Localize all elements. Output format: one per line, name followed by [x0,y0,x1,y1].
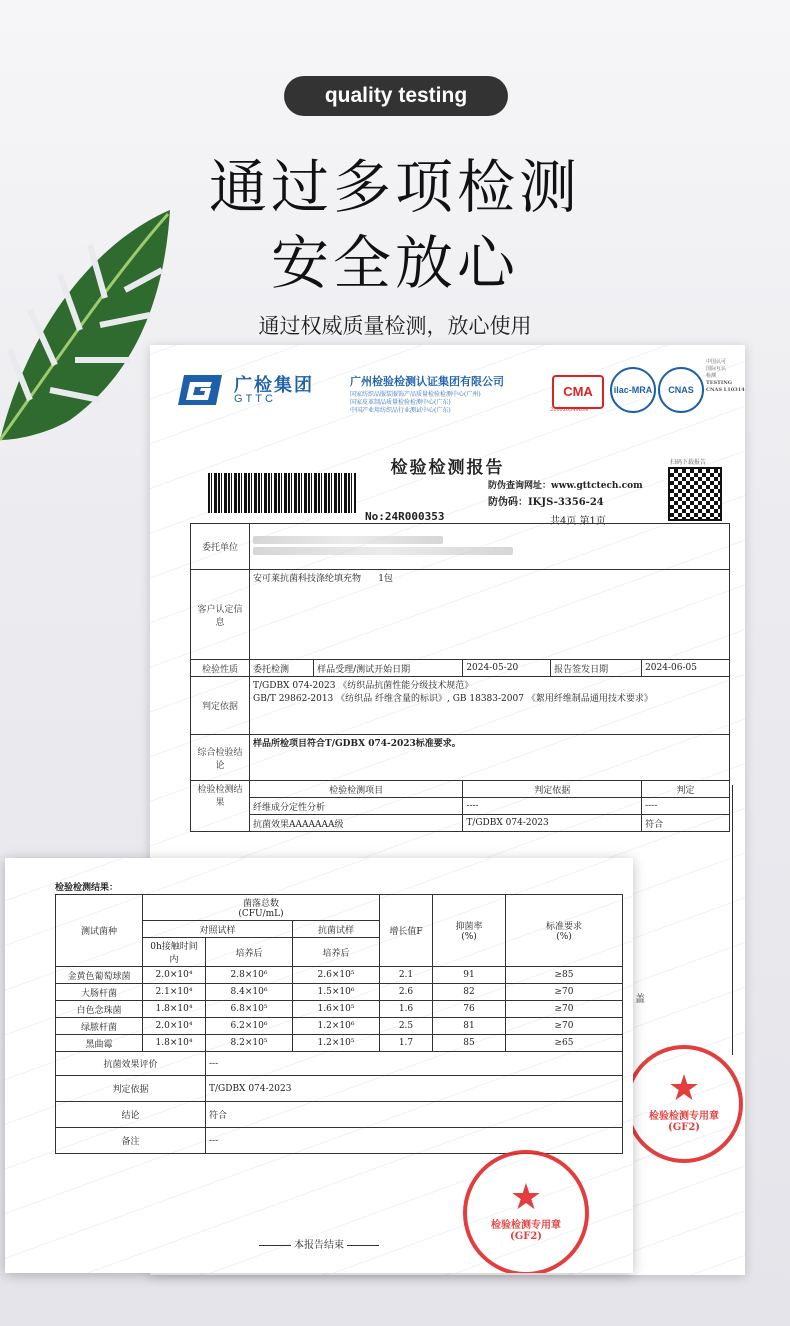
nature-value: 委托检测 [250,660,314,677]
table-row: 抗菌效果AAAAAAA级 T/GDBX 074-2023 符合 [191,815,730,832]
client-value-redacted [250,524,730,570]
ilac-mra-logo-icon: ilac-MRA [610,367,656,413]
customer-label: 客户认定信息 [191,570,250,660]
test-report-page-2 [5,858,633,1273]
report-number: No:24R000353 [365,510,445,523]
anti-fake-code: 防伪码：IKJS-3356-24 [488,497,604,508]
table-row: 备注 --- [56,1128,623,1154]
report-info-table: 委托单位 客户认定信息 安可莱抗菌科技涤纶填充物 1包 检验性质 委托检测 样品受理/测试开始日期 2024-05-20 报告签发日期 2024-06-05 判定依据 T/GDBX 074-2023 《纺织品抗菌性能分级技术规范》 GB/T 29862-2013 《纺织品 纤维含量的标识》, GB 18383-2007 《絮用纤维制品通用技术要求》 综合检验结论 样品所检项目符合T/GDBX 074-2023标准要求。 检验检测结果 检验检测项目 判定依据 判定 纤维成分定性分析 ---- ---- 抗菌效果AAAAAAA级 T/GDBX 074-2023 符合 [190,523,730,832]
official-stamp-image: ★ 检验检测专用章 (GF2) [463,1150,589,1273]
table-row: 判定依据 T/GDBX 074-2023 [56,1076,623,1102]
headline-line-2: 安全放心 [270,229,519,297]
table-row: 抗菌效果评价 --- [56,1052,623,1076]
conclusion-label: 综合检验结论 [191,735,250,781]
nature-label: 检验性质 [191,660,250,677]
official-stamp-image: ★ 检验检测专用章 (GF2) [625,1045,743,1163]
report-end-text: 本报告结束 [5,1236,633,1251]
org-line: 国家皮革制品质量检验检测中心(广东) [350,399,451,406]
issue-value: 2024-06-05 [642,660,730,677]
receive-label: 样品受理/测试开始日期 [314,660,463,677]
table-row: 绿脓杆菌 2.0×10⁴ 6.2×10⁶ 1.2×10⁶ 2.5 81 ≥70 [56,1018,623,1035]
cma-logo-icon: CMA [552,375,604,409]
seal-character: 盖 [635,994,645,1005]
logo-english-name: GTTC [234,393,276,405]
basis-label: 判定依据 [191,677,250,735]
cnas-text: 中国认可 国际互认 检测 TESTING CNAS L10314 [706,359,745,393]
table-row: 大肠杆菌 2.1×10⁴ 8.4×10⁶ 1.5×10⁶ 2.6 82 ≥70 [56,984,623,1001]
headline-line-1: 通过多项检测 [208,153,581,221]
table-row: 结论 符合 [56,1102,623,1128]
customer-value: 安可莱抗菌科技涤纶填充物 [253,574,362,584]
conclusion-value: 样品所检项目符合T/GDBX 074-2023标准要求。 [250,735,730,781]
basis-line: GB/T 29862-2013 《纺织品 纤维含量的标识》, GB 18383-2007 《絮用纤维制品通用技术要求》 [253,694,653,704]
barcode-image [208,473,356,513]
basis-line: T/GDBX 074-2023 《纺织品抗菌性能分级技术规范》 [253,681,474,691]
report-title: 检验检测报告 [390,458,505,478]
qr-code-image [668,467,722,521]
gttc-logo-icon [178,373,224,407]
cma-number: 220020349634 [550,407,589,413]
quality-testing-badge: quality testing [284,76,508,116]
page-count: 共4页 第1页 [550,516,606,527]
results-title: 检验检测结果： [55,883,119,893]
customer-qty: 1包 [378,574,393,584]
antibacterial-results-table: 测试菌种 菌落总数 (CFU/mL) 增长值F 抑菌率 (%) 标准要求 (%) 对照试样 抗菌试样 0h接触时间内 培养后 培养后 金黄色葡萄球菌 2.0×10⁴ 2.8×10⁶ 2.6×10⁵ 2.1 91 ≥85 大肠杆菌 2.1×10⁴ 8.4×10⁶ 1.5×10⁶ 2.6 82 ≥70 白色念珠菌 1.8×10⁴ 6.8×10⁵ 1.6×10⁵ 1.6 76 ≥70 绿脓杆菌 2.0×10⁴ 6.2×10⁶ 1.2×10⁶ 2.5 81 ≥70 黑曲霉 1.8×10⁴ 8.2×10⁵ 1.2×10⁵ 1.7 85 ≥65 抗菌效果评价 --- 判定依据 T/GDBX 074-2023 结论 符合 备注 --- [55,894,623,1154]
organization-name: 广州检验检测认证集团有限公司 [350,375,504,388]
table-row: 纤维成分定性分析 ---- ---- [191,798,730,815]
client-label: 委托单位 [191,524,250,570]
qr-label: 扫码下载报告 [670,459,707,466]
cnas-logo-icon: CNAS [658,367,704,413]
query-website: 防伪查询网址：www.gttctech.com [488,481,643,491]
subtitle: 通过权威质量检测，放心使用 [258,314,532,338]
table-row: 金黄色葡萄球菌 2.0×10⁴ 2.8×10⁶ 2.6×10⁵ 2.1 91 ≥85 [56,967,623,984]
results-label: 检验检测结果 [191,781,250,832]
org-line: 国家纺织品服装服饰产品质量检验检测中心(广州) [350,391,481,398]
table-row: 黑曲霉 1.8×10⁴ 8.2×10⁵ 1.2×10⁵ 1.7 85 ≥65 [56,1035,623,1052]
table-row: 白色念珠菌 1.8×10⁴ 6.8×10⁵ 1.6×10⁵ 1.6 76 ≥70 [56,1001,623,1018]
issue-label: 报告签发日期 [551,660,642,677]
logo-chinese-name: 广检集团 [234,375,314,396]
org-line: 中国产业用纺织品行业测试中心(广东) [350,407,451,414]
receive-value: 2024-05-20 [463,660,551,677]
